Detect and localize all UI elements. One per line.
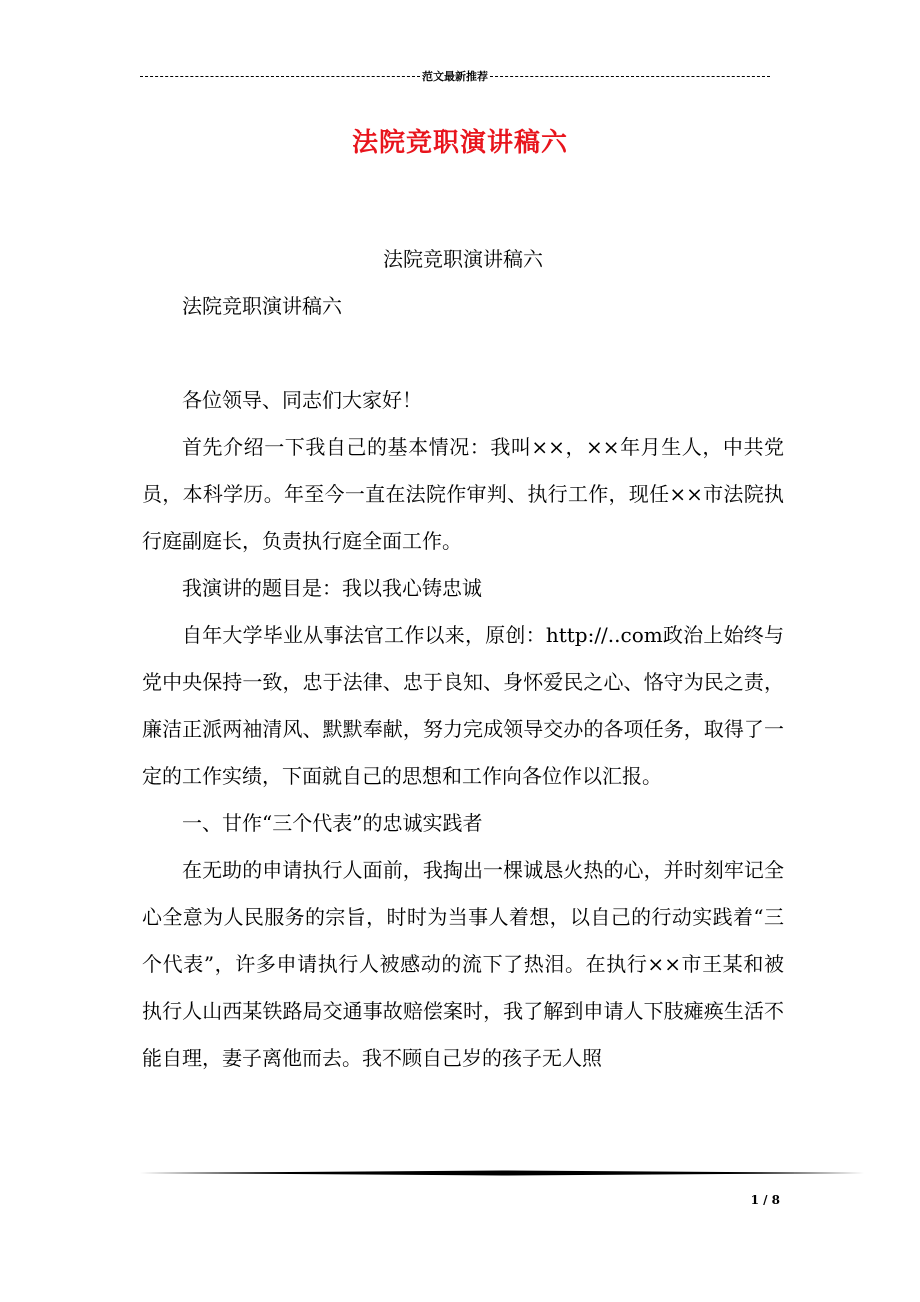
header-dash-left bbox=[140, 76, 420, 77]
paragraph: 法院竞职演讲稿六 bbox=[182, 294, 342, 318]
section-heading: 一、甘作“三个代表”的忠诚实践者 bbox=[182, 811, 483, 835]
paragraph: 各位领导、同志们大家好！ bbox=[182, 388, 422, 412]
document-title: 法院竞职演讲稿六 bbox=[351, 128, 568, 158]
blank-line bbox=[142, 330, 784, 377]
header-dash-right bbox=[490, 76, 770, 77]
page-number: 1 / 8 bbox=[750, 1193, 780, 1207]
subtitle-paragraph: 法院竞职演讲稿六 bbox=[383, 247, 543, 271]
paragraph: 自年大学毕业从事法官工作以来，原创：http://..com政治上始终与党中央保持一致，忠于法律、忠于良知、身怀爱民之心、恪守为民之责，廉洁正派两袖清风、默默奉献，努力完成领导交办的各项任务，取得了一定的工作实绩，下面就自己的思想和工作向各位作以汇报。 bbox=[142, 623, 784, 788]
paragraph: 首先介绍一下我自己的基本情况：我叫××，××年月生人，中共党员，本科学历。年至今一直在法院作审判、执行工作，现任××市法院执行庭副庭长，负责执行庭全面工作。 bbox=[142, 435, 784, 553]
footer-rule bbox=[140, 1170, 864, 1176]
paragraph: 在无助的申请执行人面前，我掏出一棵诚恳火热的心，并时刻牢记全心全意为人民服务的宗旨，时时为当事人着想，以自己的行动实践着“三个代表”，许多申请执行人被感动的流下了热泪。在执行××市王某和被执行人山西某铁路局交通事故赔偿案时，我了解到申请人下肢瘫痪生活不能自理，妻子离他而去。我不顾自己岁的孩子无人照 bbox=[142, 858, 784, 1070]
paragraph: 我演讲的题目是：我以我心铸忠诚 bbox=[182, 576, 482, 600]
header-label: 范文最新推荐 bbox=[422, 70, 488, 83]
page-header bbox=[140, 66, 770, 86]
document-body bbox=[142, 236, 784, 1082]
